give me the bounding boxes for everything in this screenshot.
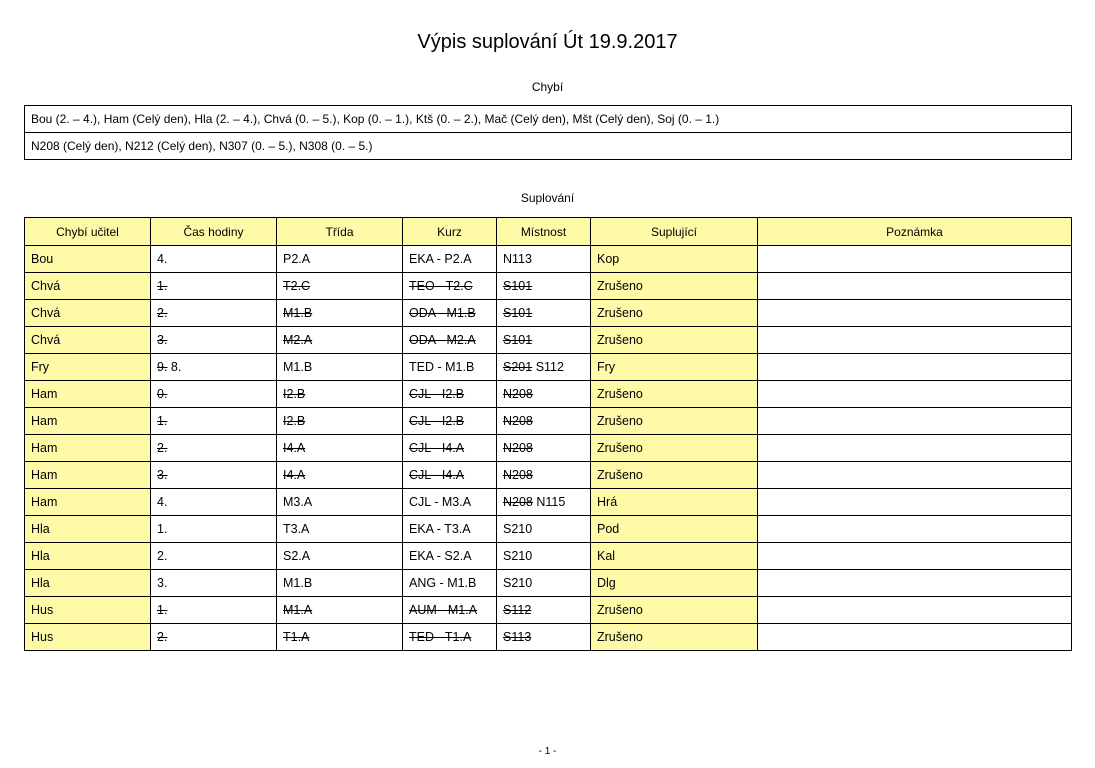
cell-course (403, 273, 497, 300)
table-row (25, 624, 1072, 651)
cell-note (758, 516, 1072, 543)
cell-hour (151, 462, 277, 489)
cell-hour (151, 327, 277, 354)
cell-absent-teacher (25, 435, 151, 462)
col-header-course: Kurz (403, 218, 497, 246)
cell-note (758, 624, 1072, 651)
cell-substitute (591, 462, 758, 489)
cell-class (277, 408, 403, 435)
substitute-value: Zrušeno (597, 279, 643, 293)
room-new-value: S112 (535, 360, 564, 374)
table-row (25, 354, 1072, 381)
cell-course (403, 435, 497, 462)
cell-absent-teacher (25, 570, 151, 597)
cell-course (403, 408, 497, 435)
col-header-class: Třída (277, 218, 403, 246)
room-value: N208 (503, 414, 533, 428)
substitute-value: Zrušeno (597, 630, 643, 644)
class-value: P2.A (283, 252, 311, 266)
cell-hour (151, 354, 277, 381)
cell-course (403, 354, 497, 381)
cell-note (758, 435, 1072, 462)
cell-course (403, 489, 497, 516)
cell-absent-teacher (25, 327, 151, 354)
substitution-table (24, 217, 1072, 651)
room-value: S210 (503, 522, 533, 536)
teacher-value: Ham (31, 468, 58, 482)
table-row (25, 543, 1072, 570)
cell-substitute (591, 624, 758, 651)
teacher-value: Ham (31, 441, 58, 455)
cell-room (497, 354, 591, 381)
cell-note (758, 408, 1072, 435)
hour-value: 0. (157, 387, 168, 401)
room-value: N208 (503, 468, 533, 482)
teacher-value: Fry (31, 360, 50, 374)
cell-room (497, 408, 591, 435)
room-value: S112 (503, 603, 532, 617)
room-value: S113 (503, 630, 532, 644)
page-title: Výpis suplování Út 19.9.2017 (417, 31, 678, 53)
substitute-value: Zrušeno (597, 387, 643, 401)
course-value: AUM - M1.A (409, 603, 478, 617)
cell-absent-teacher (25, 462, 151, 489)
class-value: I2.B (283, 414, 306, 428)
cell-class (277, 543, 403, 570)
cell-room (497, 300, 591, 327)
cell-class (277, 489, 403, 516)
cell-course (403, 543, 497, 570)
class-value: M1.B (283, 360, 313, 374)
cell-room (497, 543, 591, 570)
course-value: CJL - I2.B (409, 387, 465, 401)
cell-class (277, 624, 403, 651)
table-header-row (25, 218, 1072, 246)
cell-note (758, 543, 1072, 570)
cell-class (277, 327, 403, 354)
col-header-note: Poznámka (758, 218, 1072, 246)
cell-class (277, 300, 403, 327)
class-value: I4.A (283, 441, 306, 455)
cell-note (758, 489, 1072, 516)
cell-substitute (591, 489, 758, 516)
room-value: S101 (503, 279, 533, 293)
teacher-value: Chvá (31, 306, 61, 320)
cell-hour (151, 570, 277, 597)
class-value: I4.A (283, 468, 306, 482)
cell-course (403, 300, 497, 327)
substitute-value: Kop (597, 252, 620, 266)
hour-value: 9. (157, 360, 168, 374)
cell-absent-teacher (25, 516, 151, 543)
substitute-value: Zrušeno (597, 306, 643, 320)
cell-class (277, 462, 403, 489)
cell-substitute (591, 354, 758, 381)
cell-room (497, 327, 591, 354)
hour-value: 2. (157, 306, 168, 320)
substitute-value: Dlg (597, 576, 616, 590)
room-value: S210 (503, 576, 533, 590)
cell-note (758, 246, 1072, 273)
hour-value: 4. (157, 252, 168, 266)
course-value: TED - M1.B (409, 360, 475, 374)
class-value: T3.A (283, 522, 310, 536)
cell-substitute (591, 327, 758, 354)
teacher-value: Chvá (31, 279, 61, 293)
cell-hour (151, 543, 277, 570)
cell-note (758, 273, 1072, 300)
table-row (25, 300, 1072, 327)
substitute-value: Fry (597, 360, 616, 374)
room-value: S201 (503, 360, 533, 374)
teacher-value: Chvá (31, 333, 61, 347)
cell-note (758, 462, 1072, 489)
cell-hour (151, 300, 277, 327)
cell-room (497, 597, 591, 624)
substitute-value: Hrá (597, 495, 618, 509)
room-value: S101 (503, 333, 533, 347)
cell-course (403, 381, 497, 408)
cell-substitute (591, 408, 758, 435)
cell-room (497, 381, 591, 408)
col-header-hour: Čas hodiny (151, 218, 277, 246)
cell-course (403, 516, 497, 543)
substitution-heading: Suplování (520, 191, 575, 205)
teacher-value: Ham (31, 414, 58, 428)
cell-class (277, 354, 403, 381)
cell-room (497, 273, 591, 300)
cell-room (497, 246, 591, 273)
room-new-value: N115 (536, 495, 566, 509)
cell-room (497, 570, 591, 597)
room-value: S101 (503, 306, 533, 320)
cell-note (758, 327, 1072, 354)
cell-class (277, 273, 403, 300)
hour-value: 3. (157, 333, 168, 347)
teacher-value: Ham (31, 495, 58, 509)
teacher-value: Hla (31, 549, 50, 563)
hour-new-value: 8. (170, 360, 182, 374)
cell-hour (151, 273, 277, 300)
cell-note (758, 597, 1072, 624)
class-value: M1.B (283, 306, 313, 320)
course-value: ANG - M1.B (409, 576, 477, 590)
cell-class (277, 381, 403, 408)
class-value: T1.A (283, 630, 310, 644)
course-value: CJL - I4.A (409, 468, 465, 482)
cell-absent-teacher (25, 273, 151, 300)
cell-substitute (591, 435, 758, 462)
cell-hour (151, 435, 277, 462)
cell-hour (151, 624, 277, 651)
substitute-value: Zrušeno (597, 468, 643, 482)
room-value: N208 (503, 441, 533, 455)
cell-room (497, 462, 591, 489)
cell-class (277, 597, 403, 624)
room-value: N208 (503, 495, 533, 509)
cell-substitute (591, 273, 758, 300)
course-value: TEO - T2.C (409, 279, 473, 293)
substitute-value: Zrušeno (597, 333, 643, 347)
cell-substitute (591, 516, 758, 543)
cell-hour (151, 246, 277, 273)
class-value: M3.A (283, 495, 313, 509)
cell-hour (151, 597, 277, 624)
cell-hour (151, 489, 277, 516)
table-row (25, 246, 1072, 273)
teacher-value: Hus (31, 630, 54, 644)
table-row (25, 570, 1072, 597)
cell-note (758, 381, 1072, 408)
cell-class (277, 246, 403, 273)
table-row (25, 381, 1072, 408)
hour-value: 2. (157, 630, 168, 644)
cell-note (758, 354, 1072, 381)
cell-course (403, 624, 497, 651)
teacher-value: Hla (31, 522, 50, 536)
class-value: T2.C (283, 279, 311, 293)
cell-hour (151, 408, 277, 435)
cell-absent-teacher (25, 597, 151, 624)
page-number: - 1 - (538, 746, 557, 757)
substitute-value: Zrušeno (597, 441, 643, 455)
cell-class (277, 570, 403, 597)
course-value: CJL - I2.B (409, 414, 465, 428)
hour-value: 2. (157, 441, 168, 455)
class-value: I2.B (283, 387, 306, 401)
cell-substitute (591, 597, 758, 624)
course-value: TED - T1.A (409, 630, 472, 644)
cell-course (403, 462, 497, 489)
cell-absent-teacher (25, 624, 151, 651)
room-value: S210 (503, 549, 533, 563)
table-row (25, 516, 1072, 543)
class-value: M2.A (283, 333, 313, 347)
cell-room (497, 489, 591, 516)
cell-note (758, 570, 1072, 597)
absent-box (24, 105, 1072, 160)
col-header-room: Místnost (497, 218, 591, 246)
course-value: ODA - M2.A (409, 333, 476, 347)
course-value: CJL - I4.A (409, 441, 465, 455)
cell-room (497, 624, 591, 651)
cell-note (758, 300, 1072, 327)
table-row (25, 435, 1072, 462)
hour-value: 1. (157, 522, 168, 536)
teacher-value: Ham (31, 387, 58, 401)
cell-hour (151, 381, 277, 408)
course-value: EKA - S2.A (409, 549, 472, 563)
cell-course (403, 597, 497, 624)
cell-course (403, 246, 497, 273)
cell-substitute (591, 246, 758, 273)
class-value: M1.A (283, 603, 313, 617)
cell-course (403, 327, 497, 354)
absent-heading: Chybí (531, 80, 564, 94)
hour-value: 1. (157, 279, 168, 293)
absent-rooms: N208 (Celý den), N212 (Celý den), N307 (0. – 5.), N308 (0. – 5.) (25, 132, 1071, 159)
hour-value: 2. (157, 549, 168, 563)
cell-substitute (591, 381, 758, 408)
teacher-value: Bou (31, 252, 54, 266)
cell-absent-teacher (25, 381, 151, 408)
course-value: EKA - P2.A (409, 252, 472, 266)
substitute-value: Pod (597, 522, 620, 536)
course-value: ODA - M1.B (409, 306, 476, 320)
cell-substitute (591, 570, 758, 597)
cell-hour (151, 516, 277, 543)
cell-class (277, 435, 403, 462)
hour-value: 3. (157, 468, 168, 482)
cell-absent-teacher (25, 246, 151, 273)
hour-value: 1. (157, 414, 168, 428)
course-value: CJL - M3.A (409, 495, 472, 509)
class-value: M1.B (283, 576, 313, 590)
cell-class (277, 516, 403, 543)
class-value: S2.A (283, 549, 311, 563)
cell-room (497, 435, 591, 462)
table-row (25, 273, 1072, 300)
cell-absent-teacher (25, 489, 151, 516)
hour-value: 4. (157, 495, 168, 509)
cell-room (497, 516, 591, 543)
table-row (25, 597, 1072, 624)
hour-value: 3. (157, 576, 168, 590)
col-header-substitute: Suplující (591, 218, 758, 246)
cell-absent-teacher (25, 300, 151, 327)
cell-absent-teacher (25, 354, 151, 381)
substitute-value: Kal (597, 549, 616, 563)
cell-substitute (591, 543, 758, 570)
course-value: EKA - T3.A (409, 522, 471, 536)
hour-value: 1. (157, 603, 168, 617)
room-value: N208 (503, 387, 533, 401)
table-row (25, 327, 1072, 354)
substitute-value: Zrušeno (597, 603, 643, 617)
table-row (25, 489, 1072, 516)
substitute-value: Zrušeno (597, 414, 643, 428)
table-row (25, 462, 1072, 489)
room-value: N113 (503, 252, 532, 266)
teacher-value: Hus (31, 603, 54, 617)
col-header-absent-teacher: Chybí učitel (25, 218, 151, 246)
cell-substitute (591, 300, 758, 327)
cell-absent-teacher (25, 543, 151, 570)
cell-absent-teacher (25, 408, 151, 435)
absent-teachers: Bou (2. – 4.), Ham (Celý den), Hla (2. – 4.), Chvá (0. – 5.), Kop (0. – 1.), Ktš (0. – 2.), Mač (Celý den), Mšt (Celý den), Soj (0. – 1.) (31, 112, 720, 126)
teacher-value: Hla (31, 576, 50, 590)
table-row (25, 408, 1072, 435)
cell-course (403, 570, 497, 597)
